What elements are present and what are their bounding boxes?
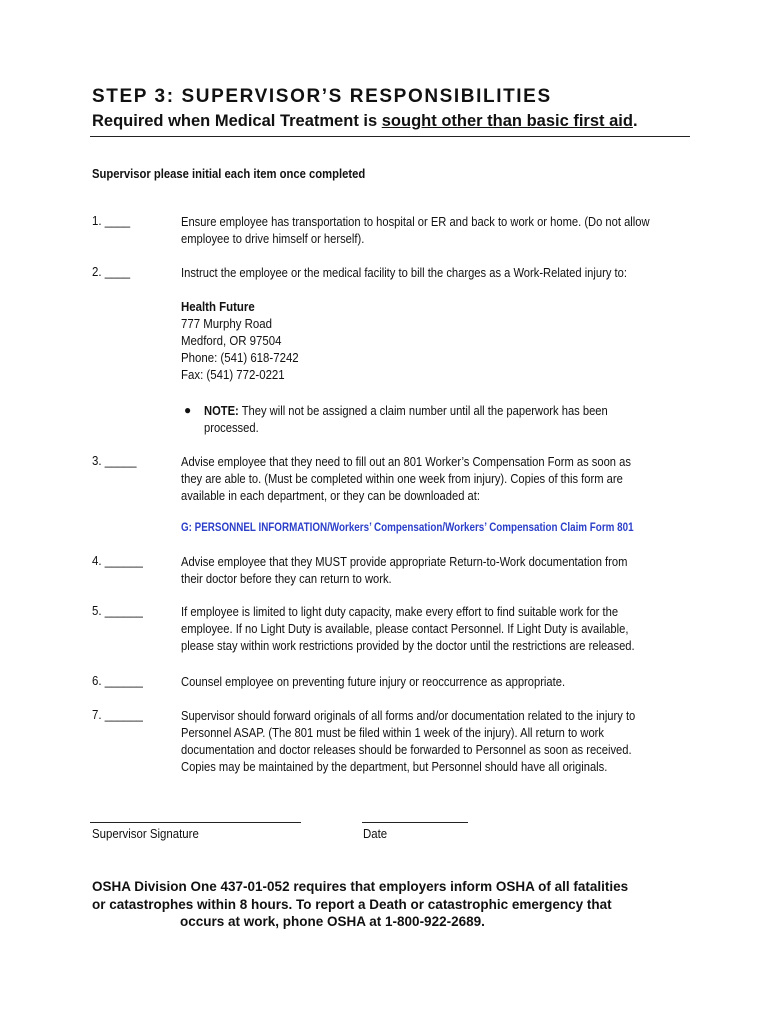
subtitle-period: . — [632, 112, 638, 130]
osha-line-2: or catastrophes within 8 hours. To report a Death or catastrophic emergency that — [92, 896, 612, 912]
date-label: Date — [363, 826, 388, 841]
subtitle-underlined-text: sought other than basic first aid — [381, 112, 633, 130]
item-2-initial[interactable]: 2. ____ — [92, 264, 131, 279]
date-line[interactable] — [362, 822, 468, 823]
address-phone: Phone: (541) 618-7242 — [181, 350, 299, 365]
item-7-text: Supervisor should forward originals of all forms and/or documentation related to the injury to Personnel ASAP. (The 801 must be filed within 1 week of the injury). All return to work documentation and doctor releases should be forwarded to Personnel as soon as received. Copies may be maintained by the department, but Personnel should have all originals. — [181, 708, 636, 774]
item-5-initial[interactable]: 5. ______ — [92, 603, 143, 618]
address-name: Health Future — [181, 299, 255, 314]
item-4-initial[interactable]: 4. ______ — [92, 553, 143, 568]
item-6-initial[interactable]: 6. ______ — [92, 673, 143, 688]
note-text — [204, 402, 634, 436]
form-path-link[interactable]: G: PERSONNEL INFORMATION/Workers’ Compensation/Workers’ Compensation Claim Form 801 — [181, 520, 634, 534]
address-city: Medford, OR 97504 — [181, 333, 282, 348]
item-3-initial[interactable]: 3. _____ — [92, 453, 137, 468]
osha-notice — [92, 878, 712, 931]
item-1-initial[interactable]: 1. ____ — [92, 213, 131, 228]
note-body: They will not be assigned a claim number until all the paperwork has been processed. — [204, 403, 608, 435]
item-3-text: Advise employee that they need to fill out an 801 Worker’s Compensation Form as soon as they are able to. (Must be completed within one week from injury). Copies of this form are available in each department, or they can be downloaded at: — [181, 454, 631, 503]
supervisor-signature-line[interactable] — [90, 822, 301, 823]
note-label: NOTE: — [204, 403, 239, 418]
instruction-text: Supervisor please initial each item once completed — [92, 167, 366, 181]
item-1-text: Ensure employee has transportation to hospital or ER and back to work or home. (Do not allow employee to drive himself or herself). — [181, 214, 650, 246]
address-fax: Fax: (541) 772-0221 — [181, 367, 285, 382]
title-divider — [90, 136, 690, 137]
page-subtitle — [92, 112, 638, 131]
item-6-text: Counsel employee on preventing future injury or reoccurrence as appropriate. — [181, 674, 566, 689]
supervisor-signature-label: Supervisor Signature — [92, 826, 199, 841]
address-street: 777 Murphy Road — [181, 316, 272, 331]
subtitle-text: Required when Medical Treatment is — [92, 112, 382, 130]
item-2-text: Instruct the employee or the medical facility to bill the charges as a Work-Related injury to: — [181, 265, 627, 280]
osha-line-3: occurs at work, phone OSHA at 1-800-922-2689. — [180, 914, 485, 929]
page-title: STEP 3: SUPERVISOR’S RESPONSIBILITIES — [92, 86, 552, 107]
item-4-text: Advise employee that they MUST provide appropriate Return-to-Work documentation from their doctor before they can return to work. — [181, 554, 628, 586]
osha-line-1: OSHA Division One 437-01-052 requires that employers inform OSHA of all fatalities — [92, 879, 629, 894]
billing-address — [181, 298, 299, 383]
item-5-text: If employee is limited to light duty capacity, make every effort to find suitable work for the employee. If no Light Duty is available, please contact Personnel. If Light Duty is available, please stay within work restrictions provided by the doctor until the restrictions are released. — [181, 604, 635, 653]
item-7-initial[interactable]: 7. ______ — [92, 707, 143, 722]
bullet-icon: ● — [184, 403, 192, 417]
